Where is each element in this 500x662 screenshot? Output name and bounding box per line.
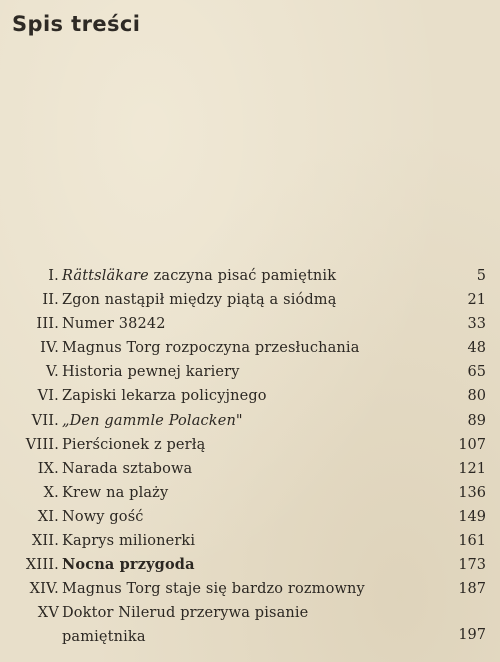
chapter-title: Zgon nastąpił między piątą a siódmą [62, 292, 337, 309]
toc-entry [0, 264, 500, 288]
page-number: 161 [458, 533, 486, 550]
chapter-number: IX. [37, 460, 59, 477]
page-number: 121 [458, 460, 486, 477]
page-number: 187 [458, 581, 486, 598]
page-number: 89 [467, 412, 486, 429]
chapter-number: XIV. [29, 581, 59, 598]
chapter-title: Numer 38242 [62, 316, 166, 333]
toc-entry [0, 505, 500, 529]
chapter-number: XI. [37, 508, 59, 525]
page-number: 136 [458, 484, 486, 501]
chapter-title: Narada sztabowa [62, 460, 193, 477]
chapter-title: Zapiski lekarza policyjnego [62, 388, 267, 405]
chapter-title: Magnus Torg staje się bardzo rozmowny [62, 581, 365, 598]
chapter-title-italic: „Den gammle Polacken" [62, 412, 243, 429]
page-number: 48 [467, 340, 486, 357]
chapter-title: Historia pewnej kariery [62, 364, 240, 381]
page-title: Spis treści [12, 12, 141, 36]
toc-entry [0, 433, 500, 457]
toc-entry [0, 457, 500, 481]
page-number: 5 [476, 268, 486, 284]
toc-entry [0, 409, 500, 433]
toc-entry [0, 312, 500, 336]
chapter-number: XIII. [25, 557, 59, 574]
page-number: 21 [467, 292, 486, 309]
chapter-title: Krew na plaży [62, 484, 169, 501]
chapter-title [62, 409, 243, 433]
page-number: 33 [467, 316, 486, 333]
chapter-title [62, 264, 336, 288]
chapter-number: II. [42, 292, 59, 309]
toc-entry [0, 288, 500, 312]
page-number: 107 [458, 436, 486, 453]
chapter-number: VII. [31, 412, 59, 429]
page-number: 80 [467, 388, 486, 405]
chapter-number: XII. [31, 533, 59, 550]
toc-entry [0, 577, 500, 601]
page-number: 197 [458, 627, 486, 644]
chapter-title [62, 601, 308, 649]
page-number: 149 [458, 508, 486, 525]
chapter-number: VIII. [25, 436, 59, 453]
chapter-title-rest: zaczyna pisać pamiętnik [148, 268, 337, 284]
toc-entry [0, 601, 500, 647]
chapter-number: IV. [40, 340, 59, 357]
chapter-number: III. [36, 316, 59, 333]
chapter-number: XV [37, 605, 59, 622]
page-number: 65 [467, 364, 486, 381]
table-of-contents [0, 264, 500, 647]
chapter-title-italic: Rättsläkare [62, 268, 149, 284]
chapter-title: Magnus Torg rozpoczyna przesłuchania [62, 340, 360, 357]
chapter-title-line-1: Doktor Nilerud przerywa pisanie [62, 605, 309, 622]
chapter-number: I. [48, 268, 59, 284]
chapter-title-line-2: pamiętnika [62, 629, 146, 646]
chapter-title: Pierścionek z perłą [62, 436, 206, 453]
chapter-number: V. [46, 364, 59, 381]
chapter-title: Nocna przygoda [62, 556, 195, 574]
chapter-title: Kaprys milionerki [62, 533, 196, 550]
page-number: 173 [458, 557, 486, 574]
chapter-title: Nowy gość [62, 508, 144, 525]
toc-entry [0, 360, 500, 384]
chapter-number: X. [43, 484, 59, 501]
toc-entry [0, 481, 500, 505]
chapter-number: VI. [37, 388, 59, 405]
toc-entry [0, 529, 500, 553]
toc-entry [0, 336, 500, 360]
toc-entry [0, 553, 500, 577]
toc-entry [0, 384, 500, 408]
